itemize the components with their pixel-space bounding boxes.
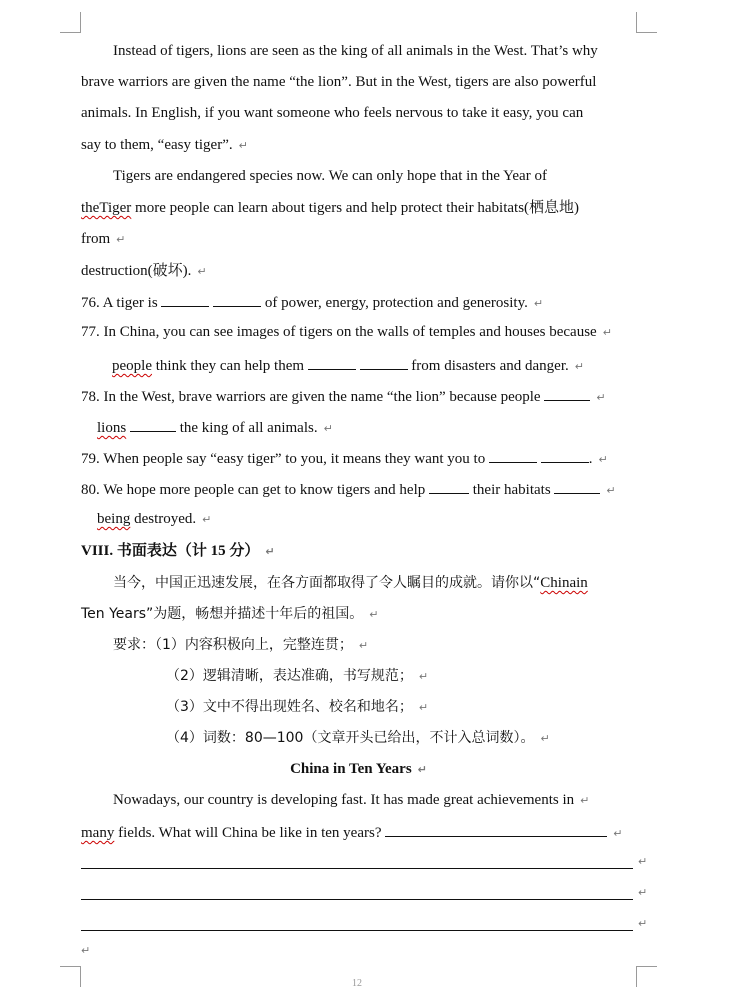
answer-blank[interactable] bbox=[489, 448, 537, 463]
question-78-line1: 78. In the West, brave warriors are given the name “the lion” because people ↵ bbox=[81, 386, 636, 407]
requirement-3: （3）文中不得出现姓名、校名和地名； ↵ bbox=[166, 699, 429, 715]
question-79: 79. When people say “easy tiger” to you, it means they want you to . ↵ bbox=[81, 448, 636, 469]
essay-writing-blank[interactable] bbox=[385, 822, 607, 837]
paragraph-mark: ↵ bbox=[81, 944, 91, 957]
corner-mark-top-right bbox=[636, 12, 657, 33]
essay-writing-line[interactable] bbox=[81, 899, 633, 900]
essay-title: China in Ten Years ↵ bbox=[290, 761, 427, 777]
section-8-prompt-line2: Ten Years”为题，畅想并描述十年后的祖国。 ↵ bbox=[81, 606, 379, 622]
answer-blank[interactable] bbox=[554, 479, 600, 494]
answer-blank[interactable] bbox=[429, 479, 469, 494]
corner-mark-top-left bbox=[60, 12, 81, 33]
essay-writing-line[interactable] bbox=[81, 930, 633, 931]
answer-blank[interactable] bbox=[541, 448, 589, 463]
paragraph-mark: ↵ bbox=[638, 855, 648, 868]
passage-p1-line2: brave warriors are given the name “the lion”. But in the West, tigers are also powerful bbox=[81, 74, 597, 90]
answer-blank[interactable] bbox=[544, 386, 590, 401]
passage-p1-line1: Instead of tigers, lions are seen as the king of all animals in the West. That’s why bbox=[113, 43, 598, 59]
answer-blank[interactable] bbox=[360, 355, 408, 370]
paragraph-mark: ↵ bbox=[638, 917, 648, 930]
question-77-line1: 77. In China, you can see images of tigers on the walls of temples and houses because ↵ bbox=[81, 324, 612, 340]
essay-intro-line1: Nowadays, our country is developing fast. It has made great achievements in ↵ bbox=[113, 792, 590, 808]
requirement-2: （2）逻辑清晰，表达准确，书写规范； ↵ bbox=[166, 668, 429, 684]
essay-intro-line2: many fields. What will China be like in ten years? ↵ bbox=[81, 822, 636, 843]
essay-writing-line[interactable] bbox=[81, 868, 633, 869]
question-76: 76. A tiger is of power, energy, protection and generosity. ↵ bbox=[81, 292, 636, 313]
answer-blank[interactable] bbox=[308, 355, 356, 370]
answer-blank[interactable] bbox=[213, 292, 261, 307]
corner-mark-bottom-right bbox=[636, 966, 657, 987]
passage-p2-line2: theTiger more people can learn about tigers and help protect their habitats(栖息地) bbox=[81, 200, 580, 216]
paragraph-mark: ↵ bbox=[638, 886, 648, 899]
passage-p2-line1: Tigers are endangered species now. We can only hope that in the Year of bbox=[113, 168, 547, 184]
passage-p2-line3: from ↵ bbox=[81, 231, 126, 247]
question-77-line2: people think they can help them from disasters and danger. ↵ bbox=[81, 355, 636, 376]
passage-p1-line3: animals. In English, if you want someone who feels nervous to take it easy, you can bbox=[81, 105, 584, 121]
requirement-1: 要求：（1）内容积极向上，完整连贯； ↵ bbox=[113, 637, 369, 653]
question-80-line2: being destroyed. ↵ bbox=[97, 511, 212, 527]
question-80-line1: 80. We hope more people can get to know tigers and help their habitats ↵ bbox=[81, 479, 636, 500]
section-8-title: VIII. 书面表达（计 15 分） ↵ bbox=[81, 543, 275, 559]
passage-p2-line4: destruction(破坏). ↵ bbox=[81, 263, 207, 279]
page-number: 12 bbox=[352, 978, 362, 989]
passage-p1-line4: say to them, “easy tiger”. ↵ bbox=[81, 137, 248, 153]
answer-blank[interactable] bbox=[161, 292, 209, 307]
requirement-4: （4）词数：80—100（文章开头已给出，不计入总词数）。 ↵ bbox=[166, 730, 550, 746]
answer-blank[interactable] bbox=[130, 417, 176, 432]
section-8-prompt-line1: 当今，中国正迅速发展，在各方面都取得了令人瞩目的成就。请你以“Chinain bbox=[113, 575, 588, 591]
question-78-line2: lions the king of all animals. ↵ bbox=[81, 417, 636, 438]
corner-mark-bottom-left bbox=[60, 966, 81, 987]
